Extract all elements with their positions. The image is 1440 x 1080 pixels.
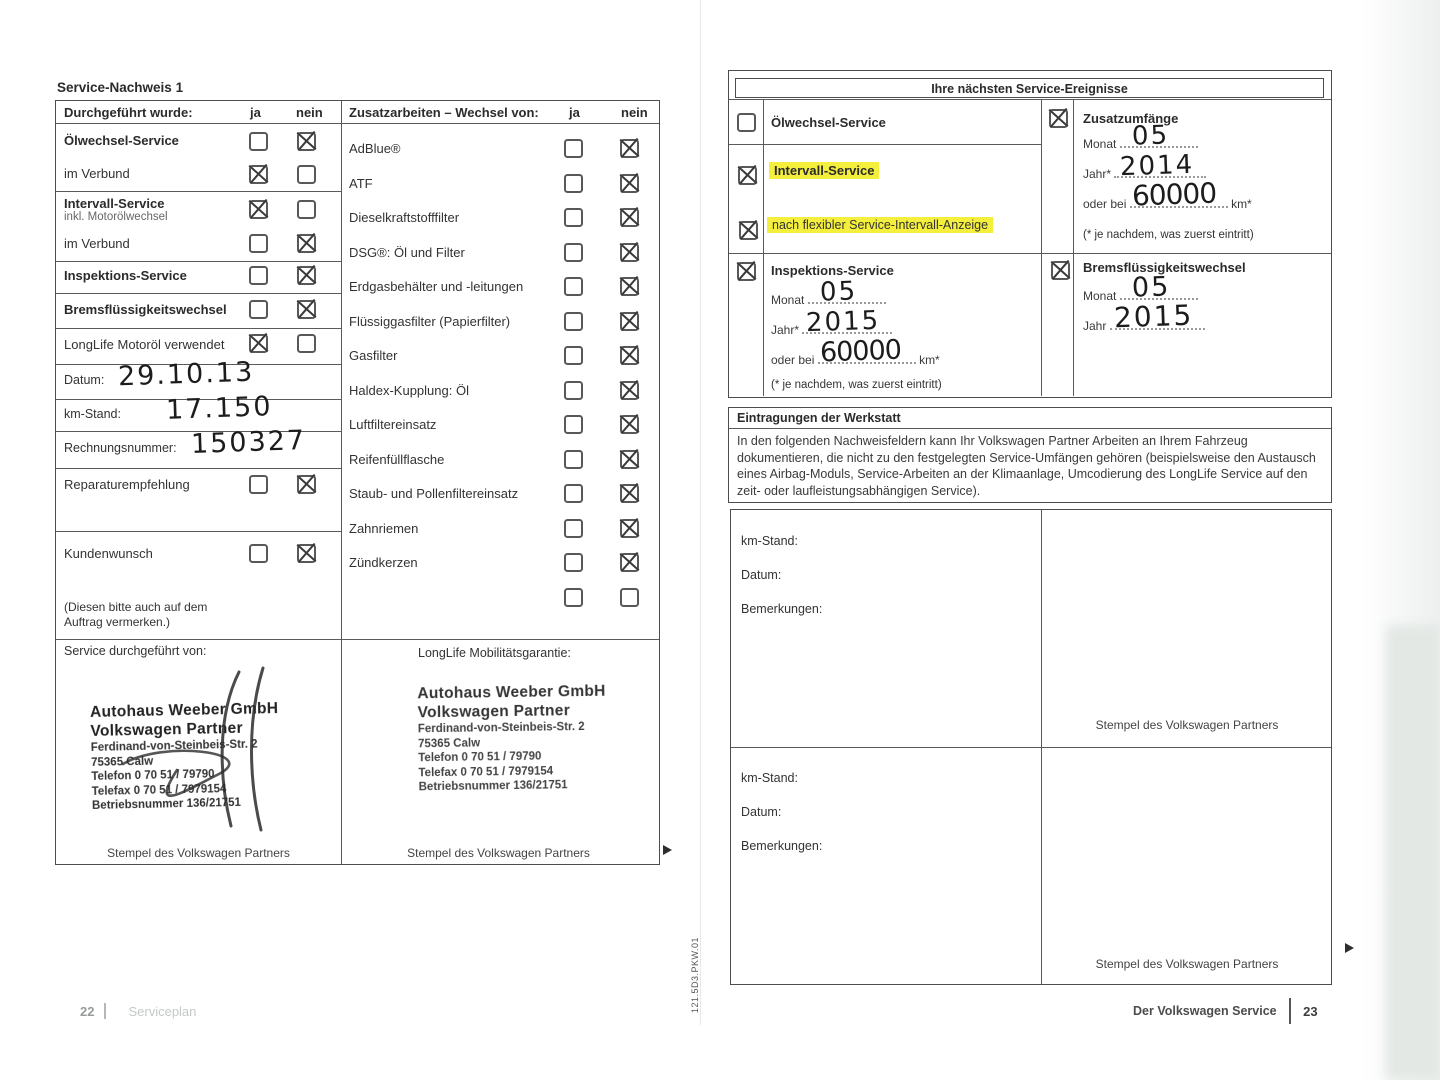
rowline (56, 639, 659, 640)
rowline (56, 293, 341, 294)
rowline (729, 253, 1331, 254)
footer-divider (104, 1003, 106, 1019)
right-footer-label: Der Volkswagen Service (1133, 1004, 1277, 1018)
note-line-2: Auftrag vermerken.) (64, 615, 171, 629)
zusatz-row-label: Luftfiltereinsatz (349, 417, 437, 432)
additional-header: Zusatzarbeiten – Wechsel von: (349, 105, 539, 120)
stamp-line: Ferdinand-von-Steinbeis-Str. 2 (90, 738, 258, 754)
zusatz-km-line (1083, 176, 1252, 213)
additional-nein-header: nein (621, 105, 648, 120)
zusatz-cb-ja (564, 174, 583, 193)
row-inspektion-label: Inspektions-Service (64, 268, 187, 283)
rowline (729, 99, 1331, 100)
checkbox-longlife-ja (249, 334, 268, 353)
kmstand-label: km-Stand: (64, 407, 121, 421)
brake-jahr-line (1083, 298, 1205, 335)
stamp-line: Betriebsnummer 136/21751 (418, 779, 568, 794)
row-imverbund1-label: im Verbund (64, 166, 130, 181)
checkbox-brems-ja (249, 300, 268, 319)
zusatz-monat-line (1083, 120, 1198, 152)
zusatz-row-label: Erdgasbehälter und -leitungen (349, 279, 524, 294)
rechnungsnummer-label: Rechnungsnummer: (64, 441, 177, 455)
row-longlife-label: LongLife Motoröl verwendet (64, 337, 225, 352)
row-brems-label: Bremsflüssigkeitswechsel (64, 302, 227, 317)
next-interval-label: Intervall-Service (769, 162, 879, 179)
zusatz-km-value: 60000 (1131, 176, 1217, 213)
entry-divider (731, 747, 1331, 748)
brake-jahr-value: 2015 (1113, 298, 1194, 335)
stamp-line: Telefon 0 70 51 / 79790 (418, 750, 542, 765)
right-checkbox-divider (1073, 99, 1074, 396)
werkstatt-header-line (729, 428, 1331, 429)
datum-label: Datum: (64, 373, 105, 387)
stamp-line: Autohaus Weeber GmbH (89, 700, 279, 721)
zusatz-row-label: Dieselkraftstofffilter (349, 210, 460, 225)
zusatz-cb-ja (564, 312, 583, 331)
checkbox-next-zusatz (1049, 109, 1068, 128)
rechnungsnummer-value: 150327 (190, 425, 307, 460)
jahr-label: Jahr (1083, 319, 1107, 333)
entry2-km-label: km-Stand: (741, 771, 798, 785)
rowline (56, 468, 341, 469)
next-inspection-label: Inspektions-Service (771, 263, 894, 278)
zusatz-row-label: DSG®: Öl und Filter (349, 245, 465, 260)
checkbox-imverbund2-nein (297, 234, 316, 253)
checkbox-kundenwunsch-ja (249, 544, 268, 563)
zusatz-row-label: Zahnriemen (349, 521, 419, 536)
entry1-stamp-caption: Stempel des Volkswagen Partners (1095, 718, 1279, 732)
page-title: Service-Nachweis 1 (57, 80, 184, 95)
service-proof-table (55, 100, 660, 865)
zusatz-cb-nein (620, 208, 639, 227)
rowline (56, 261, 341, 262)
stamp-line: Telefon 0 70 51 / 79790 (91, 768, 215, 783)
checkbox-next-brake (1051, 261, 1070, 280)
inspection-monat-line (771, 276, 886, 308)
checkbox-intervall-nein (297, 200, 316, 219)
checkbox-oelwechsel-ja (249, 132, 268, 151)
row-intervall-label: Intervall-Service (64, 196, 165, 211)
zusatz-jahr-value: 2014 (1119, 149, 1196, 183)
zusatz-cb-nein (620, 277, 639, 296)
additional-ja-header: ja (569, 105, 580, 120)
zusatz-cb-ja (564, 415, 583, 434)
right-page-number: 23 (1303, 1003, 1318, 1019)
checkbox-next-interval (738, 166, 757, 185)
entry-boxes (730, 509, 1332, 985)
zusatz-cb-ja (564, 243, 583, 262)
brake-monat-value: 05 (1131, 271, 1171, 304)
row-reparatur-label: Reparaturempfehlung (64, 477, 190, 492)
checkbox-kundenwunsch-nein (297, 544, 316, 563)
stamp-line: Ferdinand-von-Steinbeis-Str. 2 (417, 720, 585, 736)
zusatz-cb-ja (564, 277, 583, 296)
zusatz-row-label: Flüssiggasfilter (Papierfilter) (349, 314, 511, 329)
left-footer (80, 1003, 196, 1019)
zusatz-cb-nein (620, 243, 639, 262)
entry2-bemerkungen-label: Bemerkungen: (741, 839, 823, 853)
entry2-stamp-caption: Stempel des Volkswagen Partners (1095, 957, 1279, 971)
rowline (56, 328, 341, 329)
row-kundenwunsch-label: Kundenwunsch (64, 546, 153, 561)
rowline (729, 144, 1041, 145)
checkbox-inspektion-nein (297, 266, 316, 285)
zusatz-cb-nein (620, 553, 639, 572)
entry1-datum-label: Datum: (741, 568, 782, 582)
zusatz-cb-ja (564, 484, 583, 503)
zusatz-row-label: ATF (349, 176, 373, 191)
werkstatt-text: In den folgenden Nachweisfeldern kann Ihr Volkswagen Partner Arbeiten an Ihrem Fahrzeug dokumentieren, die nicht zu den festgelegten Service-Umfängen gehören (beispielsweise den Austausch eines Airbag-Moduls, Service-Arbeiten an der Klimaanlage, Umcodierung des LongLife Service auf den zeit- oder laufleistungsabhängigen Service). (737, 434, 1316, 498)
werkstatt-header: Eintragungen der Werkstatt (737, 411, 901, 425)
checkbox-inspektion-ja (249, 266, 268, 285)
zusatz-footnote: (* je nachdem, was zuerst eintritt) (1083, 229, 1254, 241)
zusatz-row-label: Reifenfüllflasche (349, 452, 445, 467)
monat-label: Monat (1083, 289, 1117, 303)
zusatz-cb-ja (564, 346, 583, 365)
footer-divider (1289, 998, 1292, 1024)
zusatz-monat-value: 05 (1131, 120, 1170, 152)
monat-label: Monat (771, 293, 805, 307)
checkbox-brems-nein (297, 300, 316, 319)
zusatz-cb-nein (620, 588, 639, 607)
scan-edge-block (1386, 625, 1440, 1080)
performed-header: Durchgeführt wurde: (64, 105, 193, 120)
right-footer (1133, 998, 1318, 1024)
row-intervall-sublabel: inkl. Motorölwechsel (64, 211, 168, 223)
entry2-datum-label: Datum: (741, 805, 782, 819)
performed-nein-header: nein (296, 105, 323, 120)
checkbox-longlife-nein (297, 334, 316, 353)
zusatz-cb-ja (564, 208, 583, 227)
left-footer-label: Serviceplan (128, 1003, 197, 1019)
zusatz-cb-nein (620, 139, 639, 158)
next-services-header: Ihre nächsten Service-Ereignisse (931, 81, 1128, 96)
next-flexible-label: nach flexibler Service-Intervall-Anzeige (767, 217, 993, 233)
checkbox-imverbund1-nein (297, 165, 316, 184)
inspection-km-value: 60000 (819, 334, 902, 369)
stamp-line: Volkswagen Partner (90, 719, 244, 740)
zusatz-row-label: Zündkerzen (349, 555, 418, 570)
km-unit-label: km* (1231, 197, 1252, 211)
stamp-line: Autohaus Weeber GmbH (417, 682, 606, 703)
form-code: 121.5D3.PKW.01 (690, 936, 700, 1013)
rowline (56, 191, 341, 192)
oder-bei-label: oder bei (1083, 197, 1127, 211)
zusatz-cb-ja (564, 553, 583, 572)
row-oelwechsel-label: Ölwechsel-Service (64, 133, 179, 148)
zusatz-cb-ja (564, 450, 583, 469)
next-services-header-bar (735, 78, 1324, 98)
zusatz-row-label: Haldex-Kupplung: Öl (349, 383, 469, 398)
checkbox-imverbund2-ja (249, 234, 268, 253)
inspection-jahr-value: 2015 (805, 305, 882, 339)
stamp-line: 75365 Calw (417, 736, 481, 750)
rowline (56, 531, 341, 532)
zusatz-cb-nein (620, 346, 639, 365)
stamp-caption-right: Stempel des Volkswagen Partners (407, 846, 590, 860)
next-zusatz-label: Zusatzumfänge (1083, 111, 1179, 126)
checkbox-next-inspection (737, 262, 756, 281)
zusatz-row-label: Staub- und Pollenfiltereinsatz (349, 486, 519, 501)
stamp-caption-left: Stempel des Volkswagen Partners (107, 846, 290, 860)
zusatz-cb-ja (564, 139, 583, 158)
zusatz-row-label: Gasfilter (349, 348, 398, 363)
dealer-stamp-right (417, 682, 607, 795)
zusatz-cb-nein (620, 312, 639, 331)
column-divider (341, 101, 342, 864)
stamp-line: Telefax 0 70 51 / 7979154 (418, 764, 554, 779)
performed-ja-header: ja (250, 105, 261, 120)
checkbox-next-flexible (739, 221, 758, 240)
zusatz-cb-nein (620, 484, 639, 503)
jahr-label: Jahr* (771, 323, 800, 337)
entry1-bemerkungen-label: Bemerkungen: (741, 602, 823, 616)
jahr-label: Jahr* (1083, 167, 1112, 181)
checkbox-imverbund1-ja (249, 165, 268, 184)
checkbox-next-oil (737, 113, 756, 132)
zusatz-cb-ja (564, 381, 583, 400)
zusatz-cb-nein (620, 174, 639, 193)
row-imverbund2-label: im Verbund (64, 236, 130, 251)
next-oil-label: Ölwechsel-Service (771, 115, 886, 130)
entry-vertical-divider (1041, 510, 1042, 984)
monat-label: Monat (1083, 137, 1117, 151)
zusatz-cb-nein (620, 415, 639, 434)
header-underline (56, 123, 659, 124)
inspection-footnote: (* je nachdem, was zuerst eintritt) (771, 379, 942, 391)
zusatz-cb-nein (620, 519, 639, 538)
next-services-table (728, 70, 1332, 398)
next-brake-label: Bremsflüssigkeitswechsel (1083, 260, 1246, 275)
kmstand-value: 17.150 (165, 391, 273, 426)
longlife-warranty-label: LongLife Mobilitätsgarantie: (418, 646, 571, 660)
page-corner-arrow-left (663, 845, 672, 855)
checkbox-reparatur-ja (249, 475, 268, 494)
zusatz-cb-ja (564, 588, 583, 607)
zusatz-cb-nein (620, 450, 639, 469)
main-divider (1041, 99, 1042, 396)
stamp-line: 75365 Calw (90, 755, 154, 769)
zusatz-cb-nein (620, 381, 639, 400)
checkbox-intervall-ja (249, 200, 268, 219)
datum-value: 29.10.13 (117, 356, 255, 393)
page-corner-arrow-right (1345, 943, 1354, 953)
inspection-km-line (771, 334, 940, 369)
km-unit-label: km* (919, 353, 940, 367)
zusatz-row-label: AdBlue® (349, 141, 401, 156)
checkbox-oelwechsel-nein (297, 132, 316, 151)
werkstatt-box (728, 407, 1332, 503)
stamp-line: Telefax 0 70 51 / 7979154 (91, 782, 227, 798)
inspection-monat-value: 05 (819, 276, 858, 308)
note-line-1: (Diesen bitte auch auf dem (64, 600, 208, 614)
zusatz-cb-ja (564, 519, 583, 538)
left-page-number: 22 (80, 1003, 95, 1019)
pen-scribble (101, 666, 341, 836)
service-by-label: Service durchgeführt von: (64, 644, 207, 658)
checkbox-reparatur-nein (297, 475, 316, 494)
stamp-line: Betriebsnummer 136/21751 (91, 796, 242, 812)
page-spine (700, 0, 701, 1025)
entry1-km-label: km-Stand: (741, 534, 798, 548)
stamp-line: Volkswagen Partner (417, 702, 571, 722)
oder-bei-label: oder bei (771, 353, 815, 367)
